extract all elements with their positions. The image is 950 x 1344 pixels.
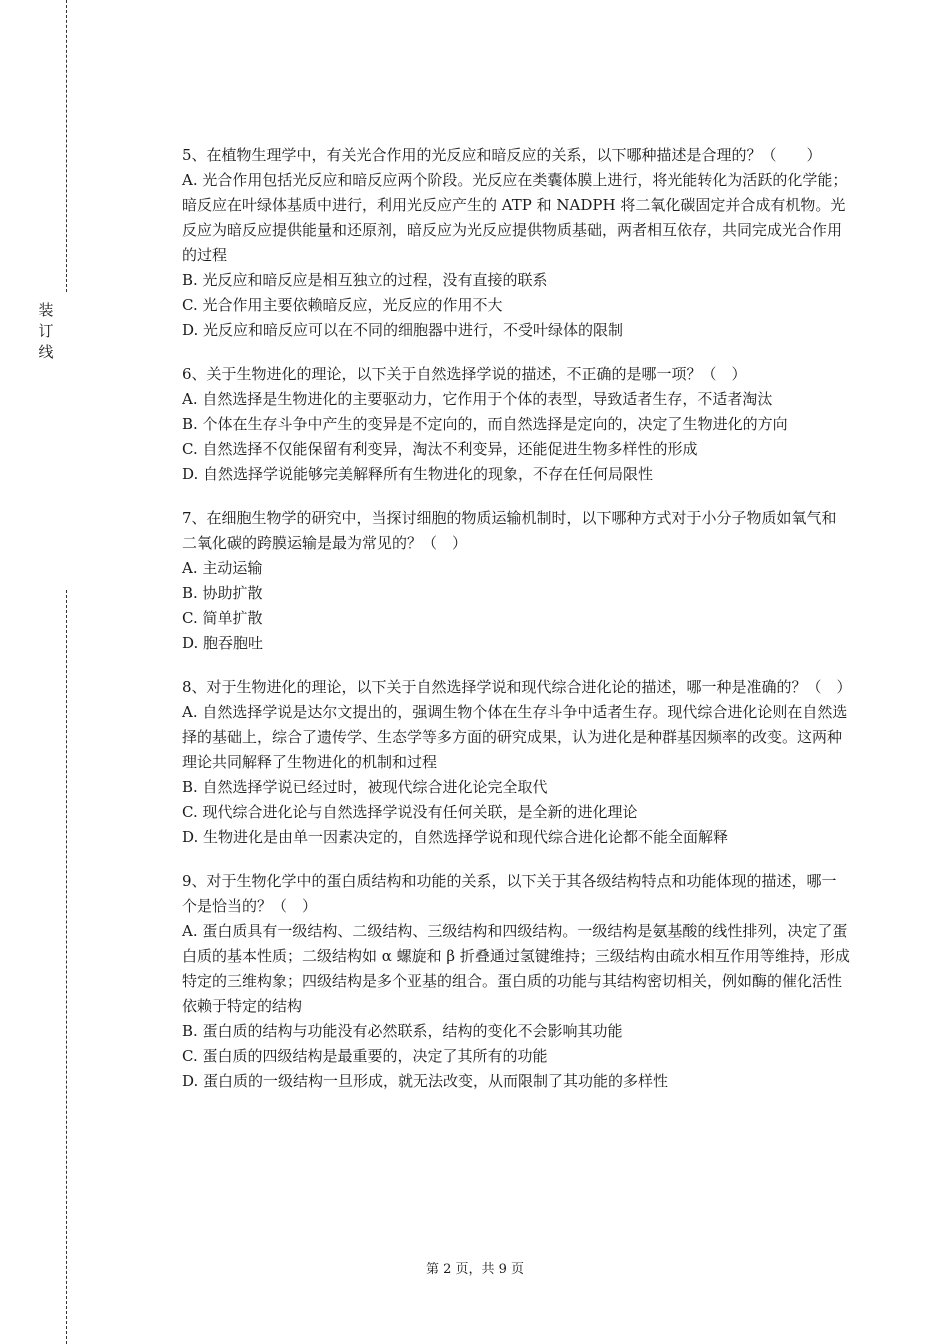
option-a: A. 自然选择学说是达尔文提出的，强调生物个体在生存斗争中适者生存。现代综合进化论则在自然选择的基础上，综合了遗传学、生态学等多方面的研究成果，认为进化是种群基因频率的改变。这两种理论共同解释了生物进化的机制和过程	[182, 703, 848, 771]
option-c: C. 光合作用主要依赖暗反应，光反应的作用不大	[182, 296, 503, 314]
option-c: C. 蛋白质的四级结构是最重要的，决定了其所有的功能	[182, 1047, 548, 1065]
binding-label-char: 订	[38, 322, 54, 340]
option-d: D. 光反应和暗反应可以在不同的细胞器中进行，不受叶绿体的限制	[182, 321, 624, 339]
page-footer: 第 2 页，共 9 页	[425, 1262, 525, 1277]
option-a: A. 光合作用包括光反应和暗反应两个阶段。光反应在类囊体膜上进行，将光能转化为活跃的化学能；暗反应在叶绿体基质中进行，利用光反应产生的 ATP 和 NADPH 将二氧化碳固定并合成有机物。光反应为暗反应提供能量和还原剂，暗反应为光反应提供物质基础，两者相互依存，共同完成光合作用的过程	[182, 171, 848, 264]
question-stem: 9、对于生物化学中的蛋白质结构和功能的关系，以下关于其各级结构特点和功能体现的描述，哪一个是恰当的？（ ）	[182, 872, 837, 915]
binding-label	[36, 300, 56, 363]
binding-label-char: 装	[38, 301, 54, 319]
question-stem: 6、关于生物进化的理论，以下关于自然选择学说的描述，不正确的是哪一项？（ ）	[182, 365, 747, 383]
option-b: B. 光反应和暗反应是相互独立的过程，没有直接的联系	[182, 271, 548, 289]
question-7	[182, 506, 850, 656]
option-d: D. 生物进化是由单一因素决定的，自然选择学说和现代综合进化论都不能全面解释	[182, 828, 729, 846]
binding-label-char: 线	[38, 343, 54, 361]
question-9	[182, 869, 850, 1094]
option-b: B. 协助扩散	[182, 584, 263, 602]
option-d: D. 胞吞胞吐	[182, 634, 264, 652]
binding-dashed-line-bottom	[66, 590, 67, 1344]
option-a: A. 自然选择是生物进化的主要驱动力，它作用于个体的表型，导致适者生存，不适者淘汰	[182, 390, 773, 408]
question-stem: 7、在细胞生物学的研究中，当探讨细胞的物质运输机制时，以下哪种方式对于小分子物质如氧气和二氧化碳的跨膜运输是最为常见的？（ ）	[182, 509, 837, 552]
option-c: C. 自然选择不仅能保留有利变异，淘汰不利变异，还能促进生物多样性的形成	[182, 440, 698, 458]
question-stem: 5、在植物生理学中，有关光合作用的光反应和暗反应的关系，以下哪种描述是合理的？（ ）	[182, 146, 822, 164]
option-d: D. 自然选择学说能够完美解释所有生物进化的现象，不存在任何局限性	[182, 465, 654, 483]
question-5	[182, 143, 850, 343]
option-b: B. 自然选择学说已经过时，被现代综合进化论完全取代	[182, 778, 548, 796]
option-a: A. 蛋白质具有一级结构、二级结构、三级结构和四级结构。一级结构是氨基酸的线性排列，决定了蛋白质的基本性质；二级结构如 α 螺旋和 β 折叠通过氢键维持；三级结构由疏水相互作用等维持，形成特定的三维构象；四级结构是多个亚基的组合。蛋白质的功能与其结构密切相关，例如酶的催化活性依赖于特定的结构	[182, 922, 850, 1015]
question-list	[182, 143, 850, 1113]
option-c: C. 简单扩散	[182, 609, 263, 627]
option-c: C. 现代综合进化论与自然选择学说没有任何关联，是全新的进化理论	[182, 803, 638, 821]
binding-dashed-line-top	[66, 0, 67, 292]
question-stem: 8、对于生物进化的理论，以下关于自然选择学说和现代综合进化论的描述，哪一种是准确的？（ ）	[182, 678, 852, 696]
question-8	[182, 675, 850, 850]
option-b: B. 个体在生存斗争中产生的变异是不定向的，而自然选择是定向的，决定了生物进化的方向	[182, 415, 788, 433]
option-a: A. 主动运输	[182, 559, 263, 577]
option-b: B. 蛋白质的结构与功能没有必然联系，结构的变化不会影响其功能	[182, 1022, 623, 1040]
question-6	[182, 362, 850, 487]
option-d: D. 蛋白质的一级结构一旦形成，就无法改变，从而限制了其功能的多样性	[182, 1072, 669, 1090]
